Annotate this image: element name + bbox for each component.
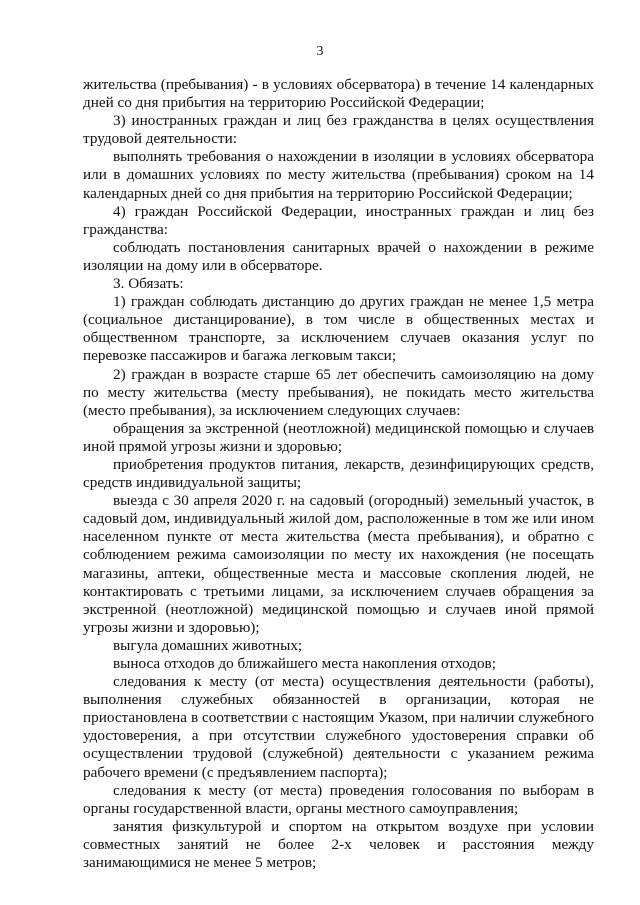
exception-pet-walking: выгула домашних животных;	[113, 636, 303, 654]
exception-outdoor-sports: занятия физкультурой и спортом на открытом воздухе при условии совместных занятий не более 2-х человек и расстояния между занимающимися не менее 5 метров;	[83, 817, 594, 872]
page-number: 3	[316, 44, 324, 59]
exception-medical-help: обращения за экстренной (неотложной) медицинской помощью и случаев иной прямой угрозы жизни и здоровью;	[83, 419, 594, 455]
paragraph-item-4-all-citizens: 4) граждан Российской Федерации, иностранных граждан и лиц без гражданства:	[83, 202, 594, 238]
exception-work-commute: следования к месту (от места) осуществления деятельности (работы), выполнения служебных обязанностей в организации, которая не приостановлена в соответствии с настоящим Указом, при наличии служебного удостоверения, а при отсутствии служебного удостоверения справки об осуществлении трудовой (служебной) деятельности с указанием режима рабочего времени (с предъявлением паспорта);	[83, 673, 594, 781]
exception-waste-disposal: выноса отходов до ближайшего места накопления отходов;	[113, 655, 496, 672]
paragraph-continuation: жительства (пребывания) - в условиях обсерватора) в течение 14 календарных дней со дня прибытия на территорию Российской Федерации;	[83, 76, 594, 112]
paragraph-sanitary-orders: соблюдать постановления санитарных врачей о нахождении в режиме изоляции на дому или в обсерваторе.	[83, 238, 594, 274]
section-heading-obligate: 3. Обязать:	[113, 275, 184, 293]
document-body	[83, 76, 594, 872]
paragraph-self-isolation-65: 2) граждан в возрасте старше 65 лет обеспечить самоизоляцию на дому по месту жительства (месту пребывания), не покидать место жительства (место пребывания), за исключением следующих случаев:	[83, 365, 594, 419]
exception-voting: следования к месту (от места) проведения голосования по выборам в органы государственной власти, органы местного самоуправления;	[83, 781, 594, 817]
exception-garden-trip: выезда с 30 апреля 2020 г. на садовый (огородный) земельный участок, в садовый дом, индивидуальный жилой дом, расположенные в том же или ином населенном пункте от места жительства (места пребывания), и обратно с соблюдением режима самоизоляции по месту их нахождения (не посещать магазины, аптеки, общественные места и массовые скопления людей, не контактировать с третьими лицами, за исключением случаев обращения за экстренной (неотложной) медицинской помощью и случаев иной прямой угрозы жизни и здоровью);	[83, 492, 594, 636]
paragraph-isolation-requirement: выполнять требования о нахождении в изоляции в условиях обсерватора или в домашних условиях по месту жительства (пребывания) сроком на 14 календарных дней со дня прибытия на территорию Российской Федерации;	[83, 148, 594, 202]
paragraph-item-3-foreign-workers: 3) иностранных граждан и лиц без гражданства в целях осуществления трудовой деятельности:	[83, 112, 594, 148]
paragraph-social-distancing: 1) граждан соблюдать дистанцию до других граждан не менее 1,5 метра (социальное дистанцирование), в том числе в общественных местах и общественном транспорте, за исключением случаев оказания услуг по перевозке пассажиров и багажа легковым такси;	[83, 293, 594, 365]
exception-purchases: приобретения продуктов питания, лекарств, дезинфицирующих средств, средств индивидуальной защиты;	[83, 455, 594, 492]
